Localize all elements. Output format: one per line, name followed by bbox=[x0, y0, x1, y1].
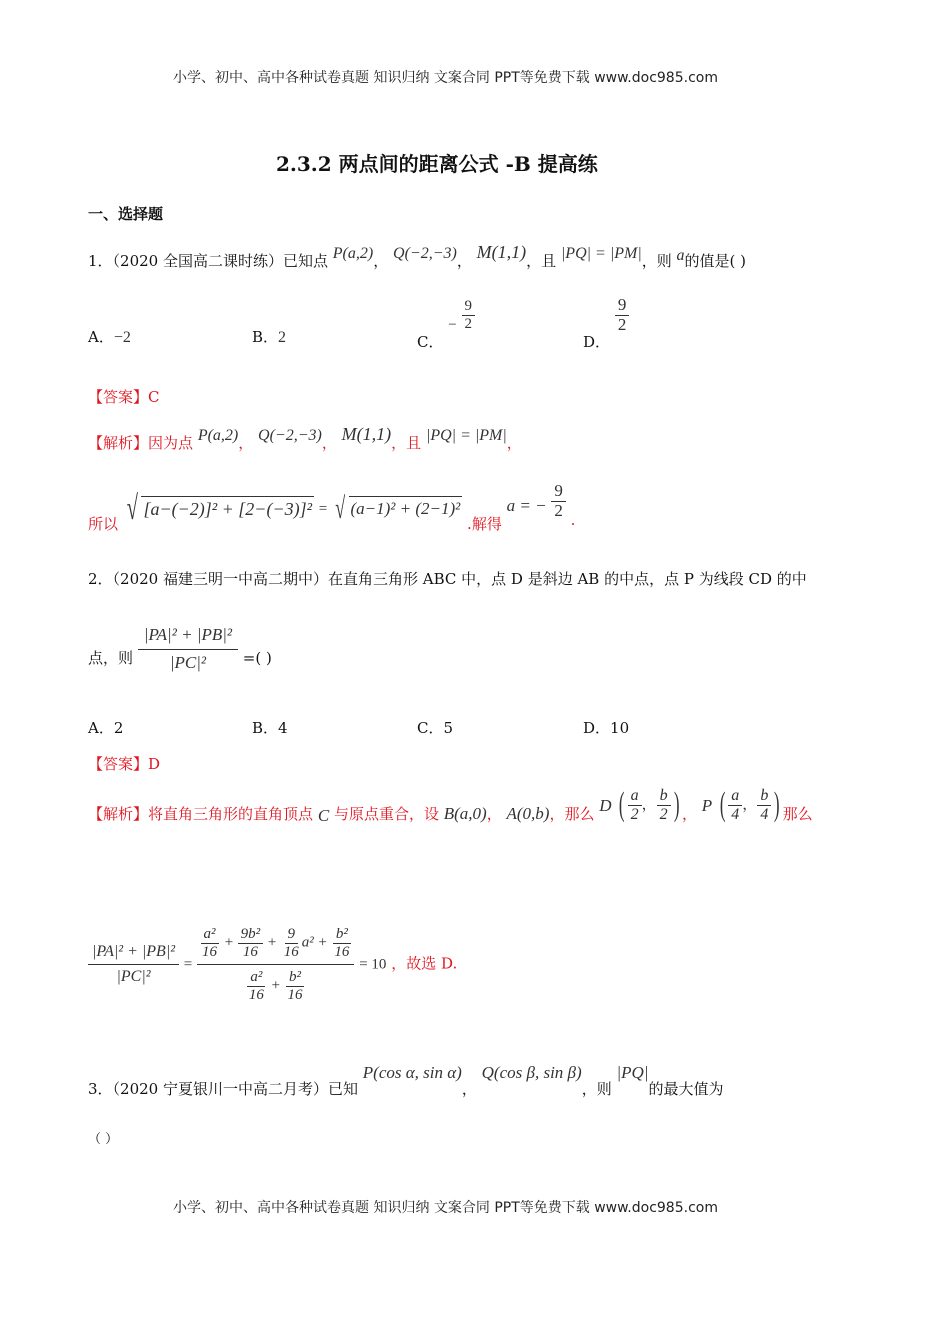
condition: |PQ| = |PM| bbox=[560, 245, 642, 262]
option-d: D． $\frac{9}{2}$ bbox=[583, 296, 629, 334]
fraction: $\frac{a}{4}$ bbox=[728, 787, 742, 823]
option-a: A．2 bbox=[88, 719, 124, 737]
analysis-2-calculation: $\frac{\text{|PA|² + |PB|²}}{\text{|PC|²}}$ = $\frac{\text{a²}}{16}$ + $\frac{\text{9b²}}{16}$ + $\frac{9}{16}$ a² + $\frac{\text{b²}}{16}$ $\frac{\text{a²}}{16}$ + $\frac{\text{b²}}{16}$ = 10 ，故选 D. bbox=[88, 926, 457, 1003]
analysis-1: 【解析】因为点 P(a,2)， Q(−2,−3)， M(1,1)，且 |PQ| = |PM|， bbox=[88, 424, 522, 452]
question-number: 2． bbox=[88, 570, 113, 588]
analysis-1-equation: 所以 √ [a−(−2)]² + [2−(−3)]² = √ (a−1)² + (2−1)² .解得 a = − $\frac{9}{2}$ . bbox=[88, 481, 576, 534]
fraction: $\frac{9}{2}$ bbox=[551, 482, 566, 520]
point-p: P(cos α, sin α) bbox=[362, 1063, 462, 1082]
big-fraction: $\frac{\text{a²}}{16}$ + $\frac{\text{9b²}}{16}$ + $\frac{9}{16}$ a² + $\frac{\text{b²}}{16}$ $\frac{\text{a²}}{16}$ + $\frac{\text{b²}}{16}$ bbox=[197, 926, 354, 1003]
fraction: $\frac{\text{a²}}{16}$ bbox=[248, 969, 264, 1003]
point-p: P(a,2) bbox=[332, 245, 374, 262]
section-heading: 一、选择题 bbox=[88, 205, 164, 223]
fraction: $\frac{9}{2}$ bbox=[615, 296, 630, 334]
fraction: $\frac{\text{|PA|² + |PB|²}}{\text{|PC|²}}$ bbox=[138, 626, 238, 672]
fraction: $\frac{9}{2}$ bbox=[462, 298, 476, 332]
page-footer: 小学、初中、高中各种试卷真题 知识归纳 文案合同 PPT等免费下载 www.doc985.com bbox=[173, 1200, 718, 1216]
fraction: $\frac{b}{4}$ bbox=[757, 787, 771, 823]
fraction: $\frac{a}{2}$ bbox=[628, 787, 642, 823]
distance-pq: |PQ| bbox=[616, 1063, 649, 1082]
radical-sign: √ bbox=[126, 490, 138, 528]
left-paren: ( bbox=[719, 786, 726, 823]
option-b: B．4 bbox=[252, 719, 288, 737]
fraction: $\frac{\text{b²}}{16}$ bbox=[287, 969, 303, 1003]
fraction: $\frac{\text{9b²}}{16}$ bbox=[238, 926, 264, 960]
question-2: 2．（2020 福建三明一中高二期中）在直角三角形 ABC 中，点 D 是斜边 AB 的中点，点 P 为线段 CD 的中 bbox=[88, 570, 807, 588]
answer-blank: （ ） bbox=[88, 1132, 119, 1147]
question-number: 3． bbox=[88, 1080, 113, 1098]
point-m: M(1,1) bbox=[476, 242, 527, 262]
answer-2: 【答案】D bbox=[88, 755, 161, 773]
sqrt-expression-2: √ (a−1)² + (2−1)² bbox=[335, 492, 461, 526]
sqrt-expression-1: √ [a−(−2)]² + [2−(−3)]² bbox=[126, 490, 312, 528]
left-paren: ( bbox=[619, 786, 625, 823]
fraction: $\frac{\text{|PA|² + |PB|²}}{\text{|PC|²}}$ bbox=[88, 943, 179, 985]
answer-1: 【答案】C bbox=[88, 388, 160, 406]
right-paren: ) bbox=[774, 786, 780, 823]
point-q: Q(−2,−3) bbox=[393, 245, 457, 262]
option-b: B．2 bbox=[252, 328, 287, 346]
radical-sign: √ bbox=[335, 492, 346, 526]
point-q: Q(cos β, sin β) bbox=[481, 1063, 582, 1082]
analysis-2: 【解析】将直角三角形的直角顶点 C 与原点重合，设 B(a,0)， A(0,b)，那么 D ( $\frac{a}{2}$ ， $\frac{b}{2}$ ) ， P ( $\frac{a}{4}$ ， $\frac{b}{4}$ ) 那么 bbox=[88, 786, 813, 825]
question-2-line2: 点，则 $\frac{\text{|PA|² + |PB|²}}{\text{|PC|²}}$ =( ) bbox=[88, 625, 272, 672]
document-title: 2.3.2 两点间的距离公式 -B 提高练 bbox=[276, 152, 598, 176]
fraction: $\frac{\text{a²}}{16}$ bbox=[202, 926, 218, 960]
option-d: D．10 bbox=[583, 719, 630, 737]
question-number: 1． bbox=[88, 252, 113, 270]
question-3: 3．（2020 宁夏银川一中高二月考）已知 P(cos α, sin α)， Q(cos β, sin β)，则 |PQ|的最大值为 bbox=[88, 1063, 724, 1098]
fraction: $\frac{9}{16}$ bbox=[283, 926, 299, 960]
option-c: C．5 bbox=[417, 719, 454, 737]
right-paren: ) bbox=[673, 786, 680, 823]
option-a: A．−2 bbox=[88, 328, 131, 346]
page-header: 小学、初中、高中各种试卷真题 知识归纳 文案合同 PPT等免费下载 www.doc985.com bbox=[173, 70, 718, 86]
variable-a: a bbox=[676, 247, 685, 264]
fraction: $\frac{b}{2}$ bbox=[657, 787, 671, 823]
question-1: 1．（2020 全国高二课时练）已知点 P(a,2)， Q(−2,−3)， M(1,1)，且 |PQ| = |PM|，则 a的值是( ) bbox=[88, 242, 747, 270]
option-c: C． − $\frac{9}{2}$ bbox=[417, 298, 475, 332]
fraction: $\frac{\text{b²}}{16}$ bbox=[334, 926, 350, 960]
